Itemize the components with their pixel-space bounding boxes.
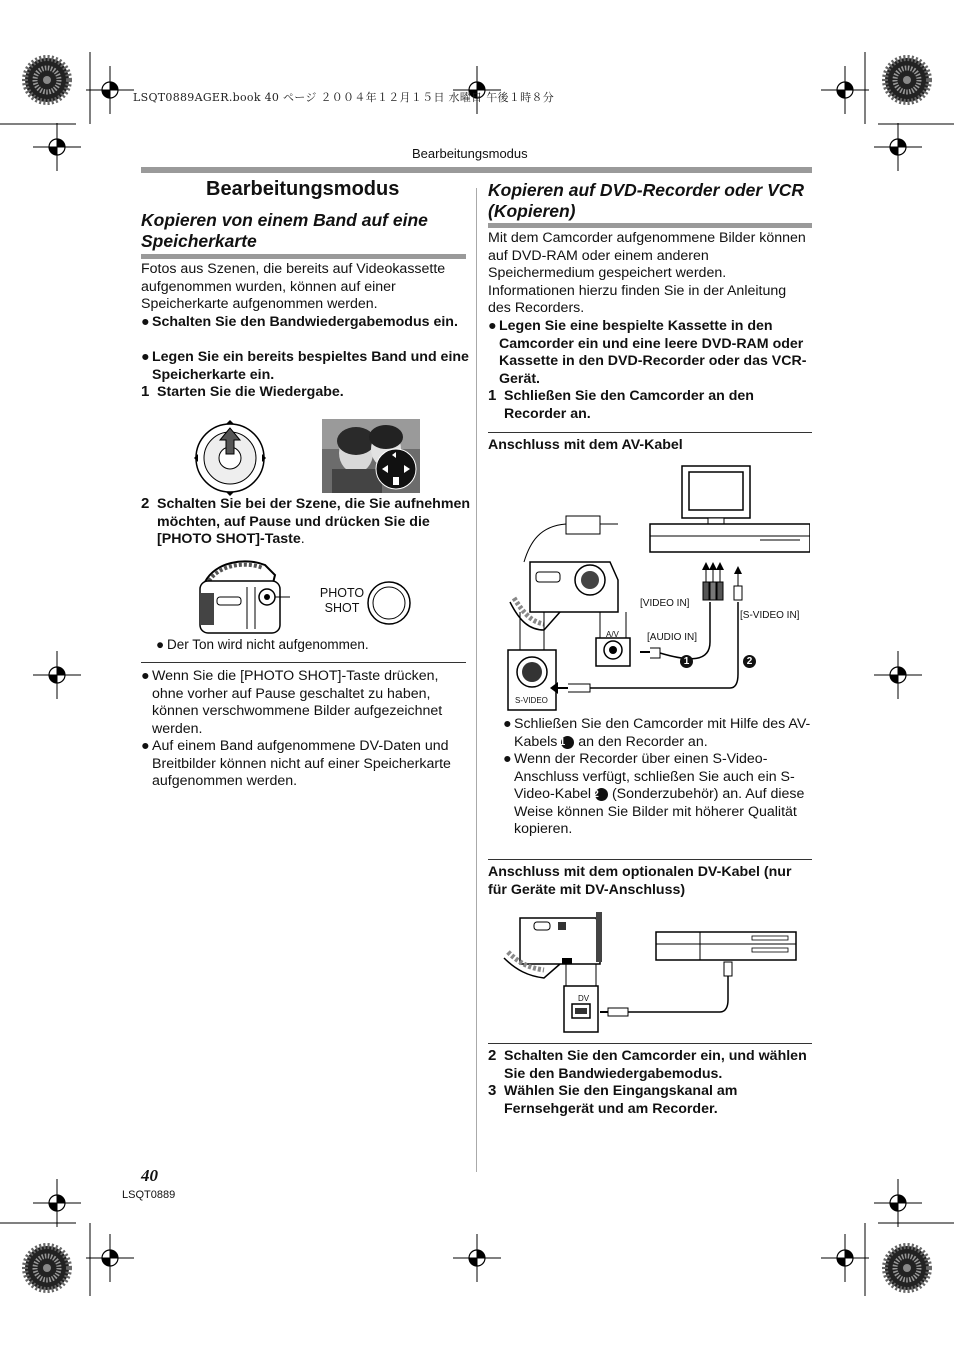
video-in-label: [VIDEO IN] (640, 598, 690, 609)
column-divider (476, 188, 477, 1172)
left-section-title: Kopieren von einem Band auf eine Speicherkarte (141, 210, 428, 251)
camcorder-side-illustration (195, 557, 295, 637)
av-note-1: ● Schließen Sie den Camcorder mit Hilfe des AV-Kabels 1 an den Recorder an. (503, 716, 811, 750)
right-prereq: ● Legen Sie eine bespielte Kassette in den Camcorder ein und eine leere DVD-RAM oder Kassette in den DVD-Recorder oder das VCR-Gerät. (488, 318, 807, 387)
right-section-title: Kopieren auf DVD-Recorder oder VCR (Kopieren) (488, 180, 805, 221)
dv-cable-heading: Anschluss mit dem optionalen DV-Kabel (nur für Geräte mit DV-Anschluss) (488, 864, 792, 898)
svideo-in-label: [S-VIDEO IN] (740, 610, 800, 621)
marker-2: 2 (743, 655, 756, 668)
left-prereq-2: ● Legen Sie ein bereits bespieltes Band und eine Speicherkarte ein. (141, 349, 469, 383)
av-connection-diagram (500, 462, 810, 712)
left-prereq-1: ● Schalten Sie den Bandwiedergabemodus ein. (141, 314, 458, 330)
joystick-illustration (193, 418, 273, 498)
document-code: LSQT0889 (122, 1189, 176, 1201)
marker-1: 1 (680, 655, 693, 668)
right-section-rule (488, 223, 812, 228)
dv-connection-diagram (500, 908, 800, 1038)
print-header: LSQT0889AGER.book 40 ページ ２００４年１２月１５日 水曜日 午後１時８分 (133, 91, 555, 104)
photo-shot-label: PHOTO SHOT (319, 586, 365, 615)
audio-in-label: [AUDIO IN] (647, 632, 698, 643)
page-title: Bearbeitungsmodus (206, 178, 400, 200)
av-section-rule (488, 432, 812, 433)
left-section-rule (141, 254, 466, 259)
page-number: 40 (141, 1166, 158, 1185)
dv-port-label: DV (578, 994, 590, 1003)
right-step-3: 3 Wählen Sie den Eingangskanal am Fernsehgerät und am Recorder. (488, 1082, 738, 1117)
right-intro: Mit dem Camcorder aufgenommene Bilder können auf DVD-RAM oder einem anderen Speichermedium gespeichert werden. Informationen hierzu finden Sie in der Anleitung des Recorders. (488, 230, 806, 317)
right-step-1: 1 Schließen Sie den Camcorder an den Recorder an. (488, 387, 754, 422)
av-port-label: A/V (606, 630, 619, 639)
left-note-1: ● Wenn Sie die [PHOTO SHOT]-Taste drücken, ohne vorher auf Pause geschaltet zu haben, können verschwommene Bilder aufgezeichnet werden. (141, 668, 443, 737)
av-note-2: ● Wenn der Recorder über einen S-Video-Anschluss verfügt, schließen Sie auch ein S-Video-Kabel 2 (Sonderzubehör) an. Auf diese Weise können Sie Bilder mit höherer Qualität kopieren. (503, 751, 805, 838)
left-note-2: ● Auf einem Band aufgenommene DV-Daten und Breitbilder können nicht auf einer Speicherkarte aufgenommen werden. (141, 738, 451, 790)
left-intro: Fotos aus Szenen, die bereits auf Videokassette aufgenommen wurden, können auf einer Speicherkarte aufgenommen werden. (141, 261, 446, 313)
left-note-sound: ● Der Ton wird nicht aufgenommen. (156, 637, 369, 652)
dv-section-rule (488, 859, 812, 860)
steps-rule (488, 1043, 812, 1044)
left-notes-rule (141, 662, 466, 663)
right-step-2: 2 Schalten Sie den Camcorder ein, und wählen Sie den Bandwiedergabemodus. (488, 1047, 807, 1082)
running-head: Bearbeitungsmodus (412, 146, 528, 161)
photo-shot-button-icon (366, 580, 412, 626)
av-cable-heading: Anschluss mit dem AV-Kabel (488, 437, 683, 453)
svideo-port-label: S-VIDEO (515, 696, 548, 705)
top-rule (141, 167, 812, 173)
left-step-1: 1 Starten Sie die Wiedergabe. (141, 383, 344, 400)
playback-photo-illustration (322, 419, 420, 493)
left-step-2: 2 Schalten Sie bei der Szene, die Sie aufnehmen möchten, auf Pause und drücken Sie die [PHOTO SHOT]-Taste. (141, 495, 471, 548)
